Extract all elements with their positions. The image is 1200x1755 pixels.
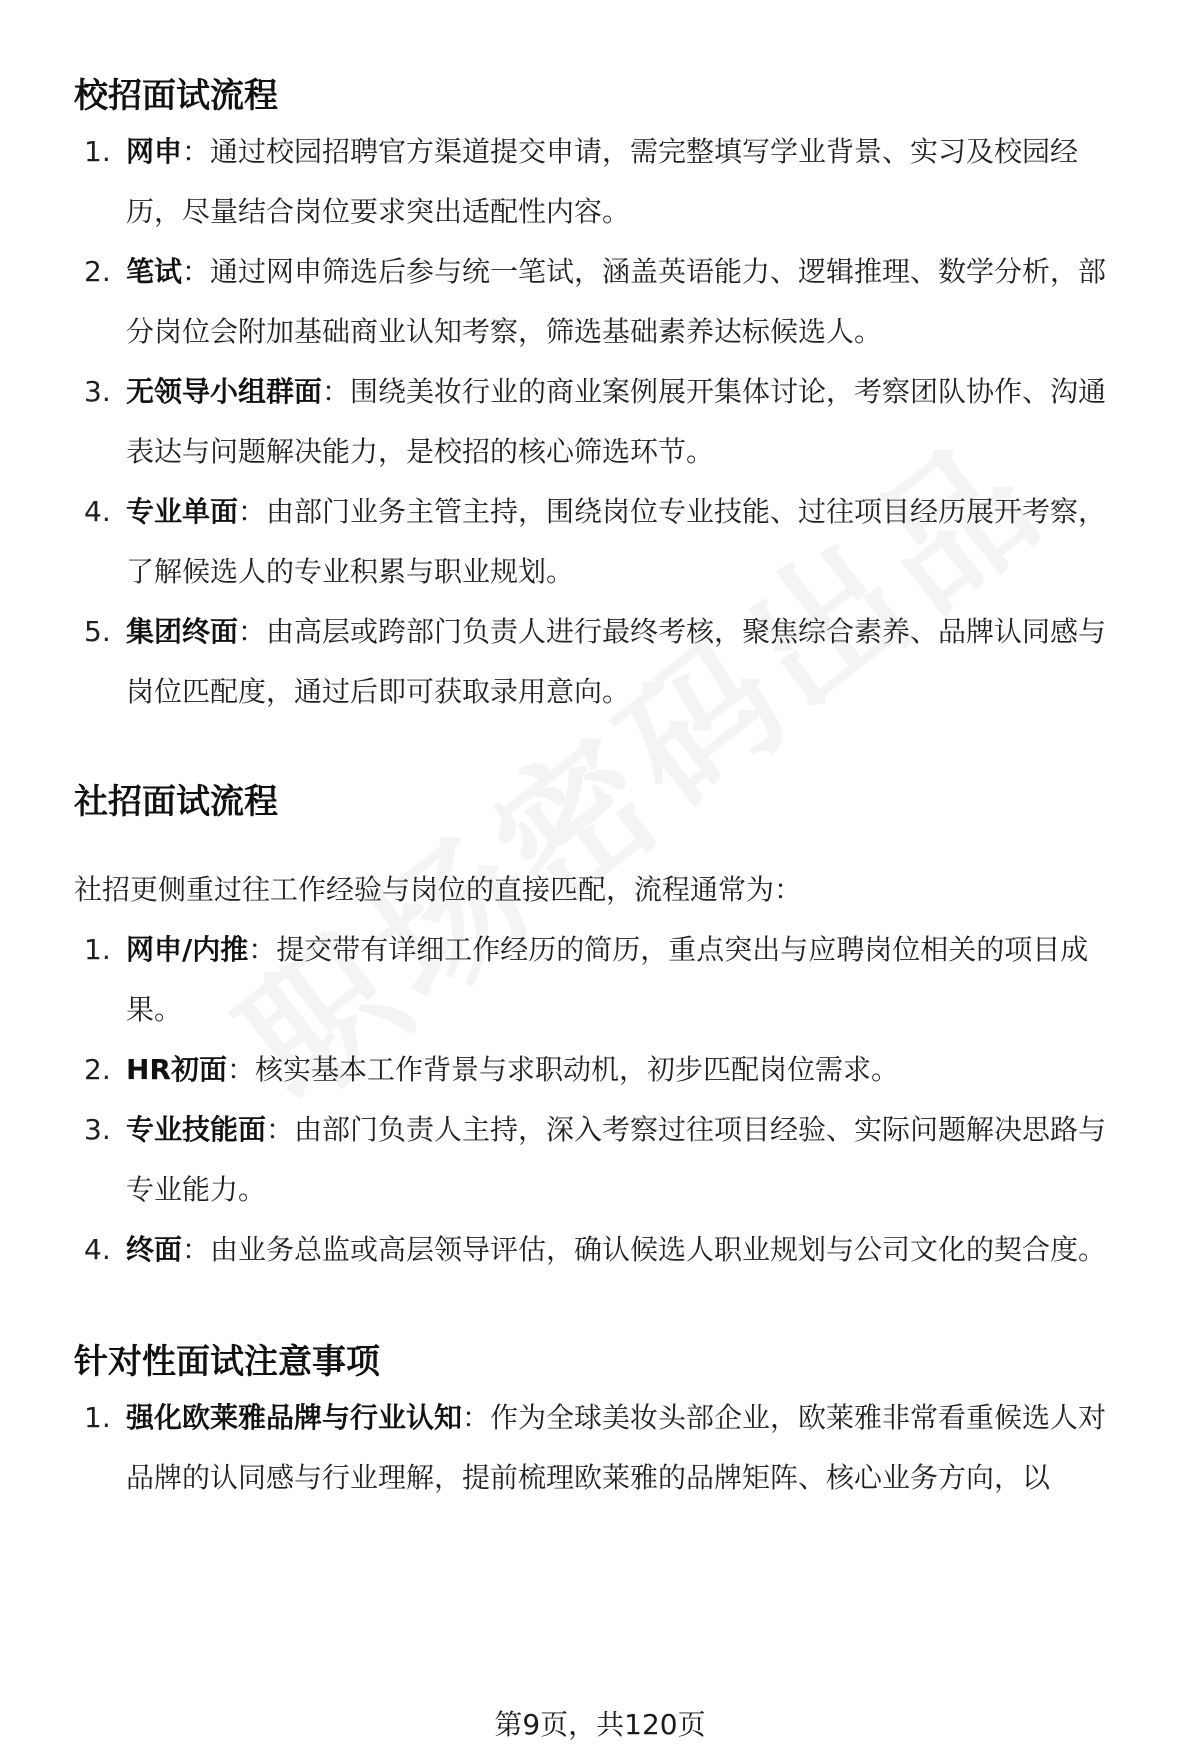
step-text: ：由部门负责人主持，深入考察过往项目经验、实际问题解决思路与专业能力。 [126, 1113, 1107, 1206]
step-text: ：由高层或跨部门负责人进行最终考核，聚焦综合素养、品牌认同感与岗位匹配度，通过后即可获取录用意向。 [126, 615, 1107, 708]
step-keyword: HR初面 [126, 1053, 227, 1086]
step-keyword: 终面 [126, 1233, 183, 1266]
step-keyword: 笔试 [126, 255, 183, 288]
list-item: 1. 网申/内推：提交带有详细工作经历的简历，重点突出与应聘岗位相关的项目成果。 [84, 933, 1089, 1026]
list-item: 1. 强化欧莱雅品牌与行业认知：作为全球美妆头部企业，欧莱雅非常看重候选人对品牌的认同感与行业理解，提前梳理欧莱雅的品牌矩阵、核心业务方向，以 [84, 1401, 1107, 1494]
step-keyword: 无领导小组群面 [126, 375, 323, 408]
step-text: ：通过网申筛选后参与统一笔试，涵盖英语能力、逻辑推理、数学分析，部分岗位会附加基础商业认知考察，筛选基础素养达标候选人。 [126, 255, 1107, 348]
step-keyword: 网申/内推 [126, 933, 249, 966]
list-item: 4. 专业单面：由部门业务主管主持，围绕岗位专业技能、过往项目经历展开考察，了解候选人的专业积累与职业规划。 [84, 495, 1107, 588]
list-item: 3. 专业技能面：由部门负责人主持，深入考察过往项目经验、实际问题解决思路与专业能力。 [84, 1113, 1107, 1206]
step-text: ：提交带有详细工作经历的简历，重点突出与应聘岗位相关的项目成果。 [126, 933, 1089, 1026]
step-keyword: 专业技能面 [126, 1113, 267, 1146]
step-keyword: 集团终面 [126, 615, 239, 648]
list-item: 5. 集团终面：由高层或跨部门负责人进行最终考核，聚焦综合素养、品牌认同感与岗位匹配度，通过后即可获取录用意向。 [84, 615, 1107, 708]
list-item: 4. 终面：由业务总监或高层领导评估，确认候选人职业规划与公司文化的契合度。 [84, 1233, 1107, 1266]
step-keyword: 专业单面 [126, 495, 239, 528]
list-item: 1. 网申：通过校园招聘官方渠道提交申请，需完整填写学业背景、实习及校园经历，尽量结合岗位要求突出适配性内容。 [84, 135, 1079, 228]
step-text: ：由业务总监或高层领导评估，确认候选人职业规划与公司文化的契合度。 [182, 1233, 1107, 1266]
list-item: 3. 无领导小组群面：围绕美妆行业的商业案例展开集体讨论，考察团队协作、沟通表达与问题解决能力，是校招的核心筛选环节。 [84, 375, 1107, 468]
social-steps-list [74, 920, 1130, 1280]
step-text: ：围绕美妆行业的商业案例展开集体讨论，考察团队协作、沟通表达与问题解决能力，是校招的核心筛选环节。 [126, 375, 1107, 468]
list-item: 2. 笔试：通过网申筛选后参与统一笔试，涵盖英语能力、逻辑推理、数学分析，部分岗位会附加基础商业认知考察，筛选基础素养达标候选人。 [84, 255, 1107, 348]
step-text: ：通过校园招聘官方渠道提交申请，需完整填写学业背景、实习及校园经历，尽量结合岗位要求突出适配性内容。 [126, 135, 1079, 228]
step-keyword: 网申 [126, 135, 183, 168]
step-keyword: 强化欧莱雅品牌与行业认知 [126, 1401, 463, 1434]
campus-steps-list [74, 122, 1130, 722]
section-title-social: 社招面试流程 [74, 782, 278, 822]
section-title-campus: 校招面试流程 [74, 76, 278, 116]
page-number-footer: 第9页，共120页 [494, 1708, 706, 1741]
step-text: ：由部门业务主管主持，围绕岗位专业技能、过往项目经历展开考察，了解候选人的专业积累与职业规划。 [126, 495, 1107, 588]
tips-list [74, 1388, 1130, 1508]
section-title-tips: 针对性面试注意事项 [74, 1342, 380, 1382]
section-intro: 社招更侧重过往工作经验与岗位的直接匹配，流程通常为： [74, 873, 803, 906]
step-text: ：作为全球美妆头部企业，欧莱雅非常看重候选人对品牌的认同感与行业理解，提前梳理欧莱雅的品牌矩阵、核心业务方向，以 [126, 1401, 1107, 1494]
step-text: ：核实基本工作背景与求职动机，初步匹配岗位需求。 [227, 1053, 900, 1086]
list-item: 2. HR初面：核实基本工作背景与求职动机，初步匹配岗位需求。 [84, 1053, 900, 1086]
